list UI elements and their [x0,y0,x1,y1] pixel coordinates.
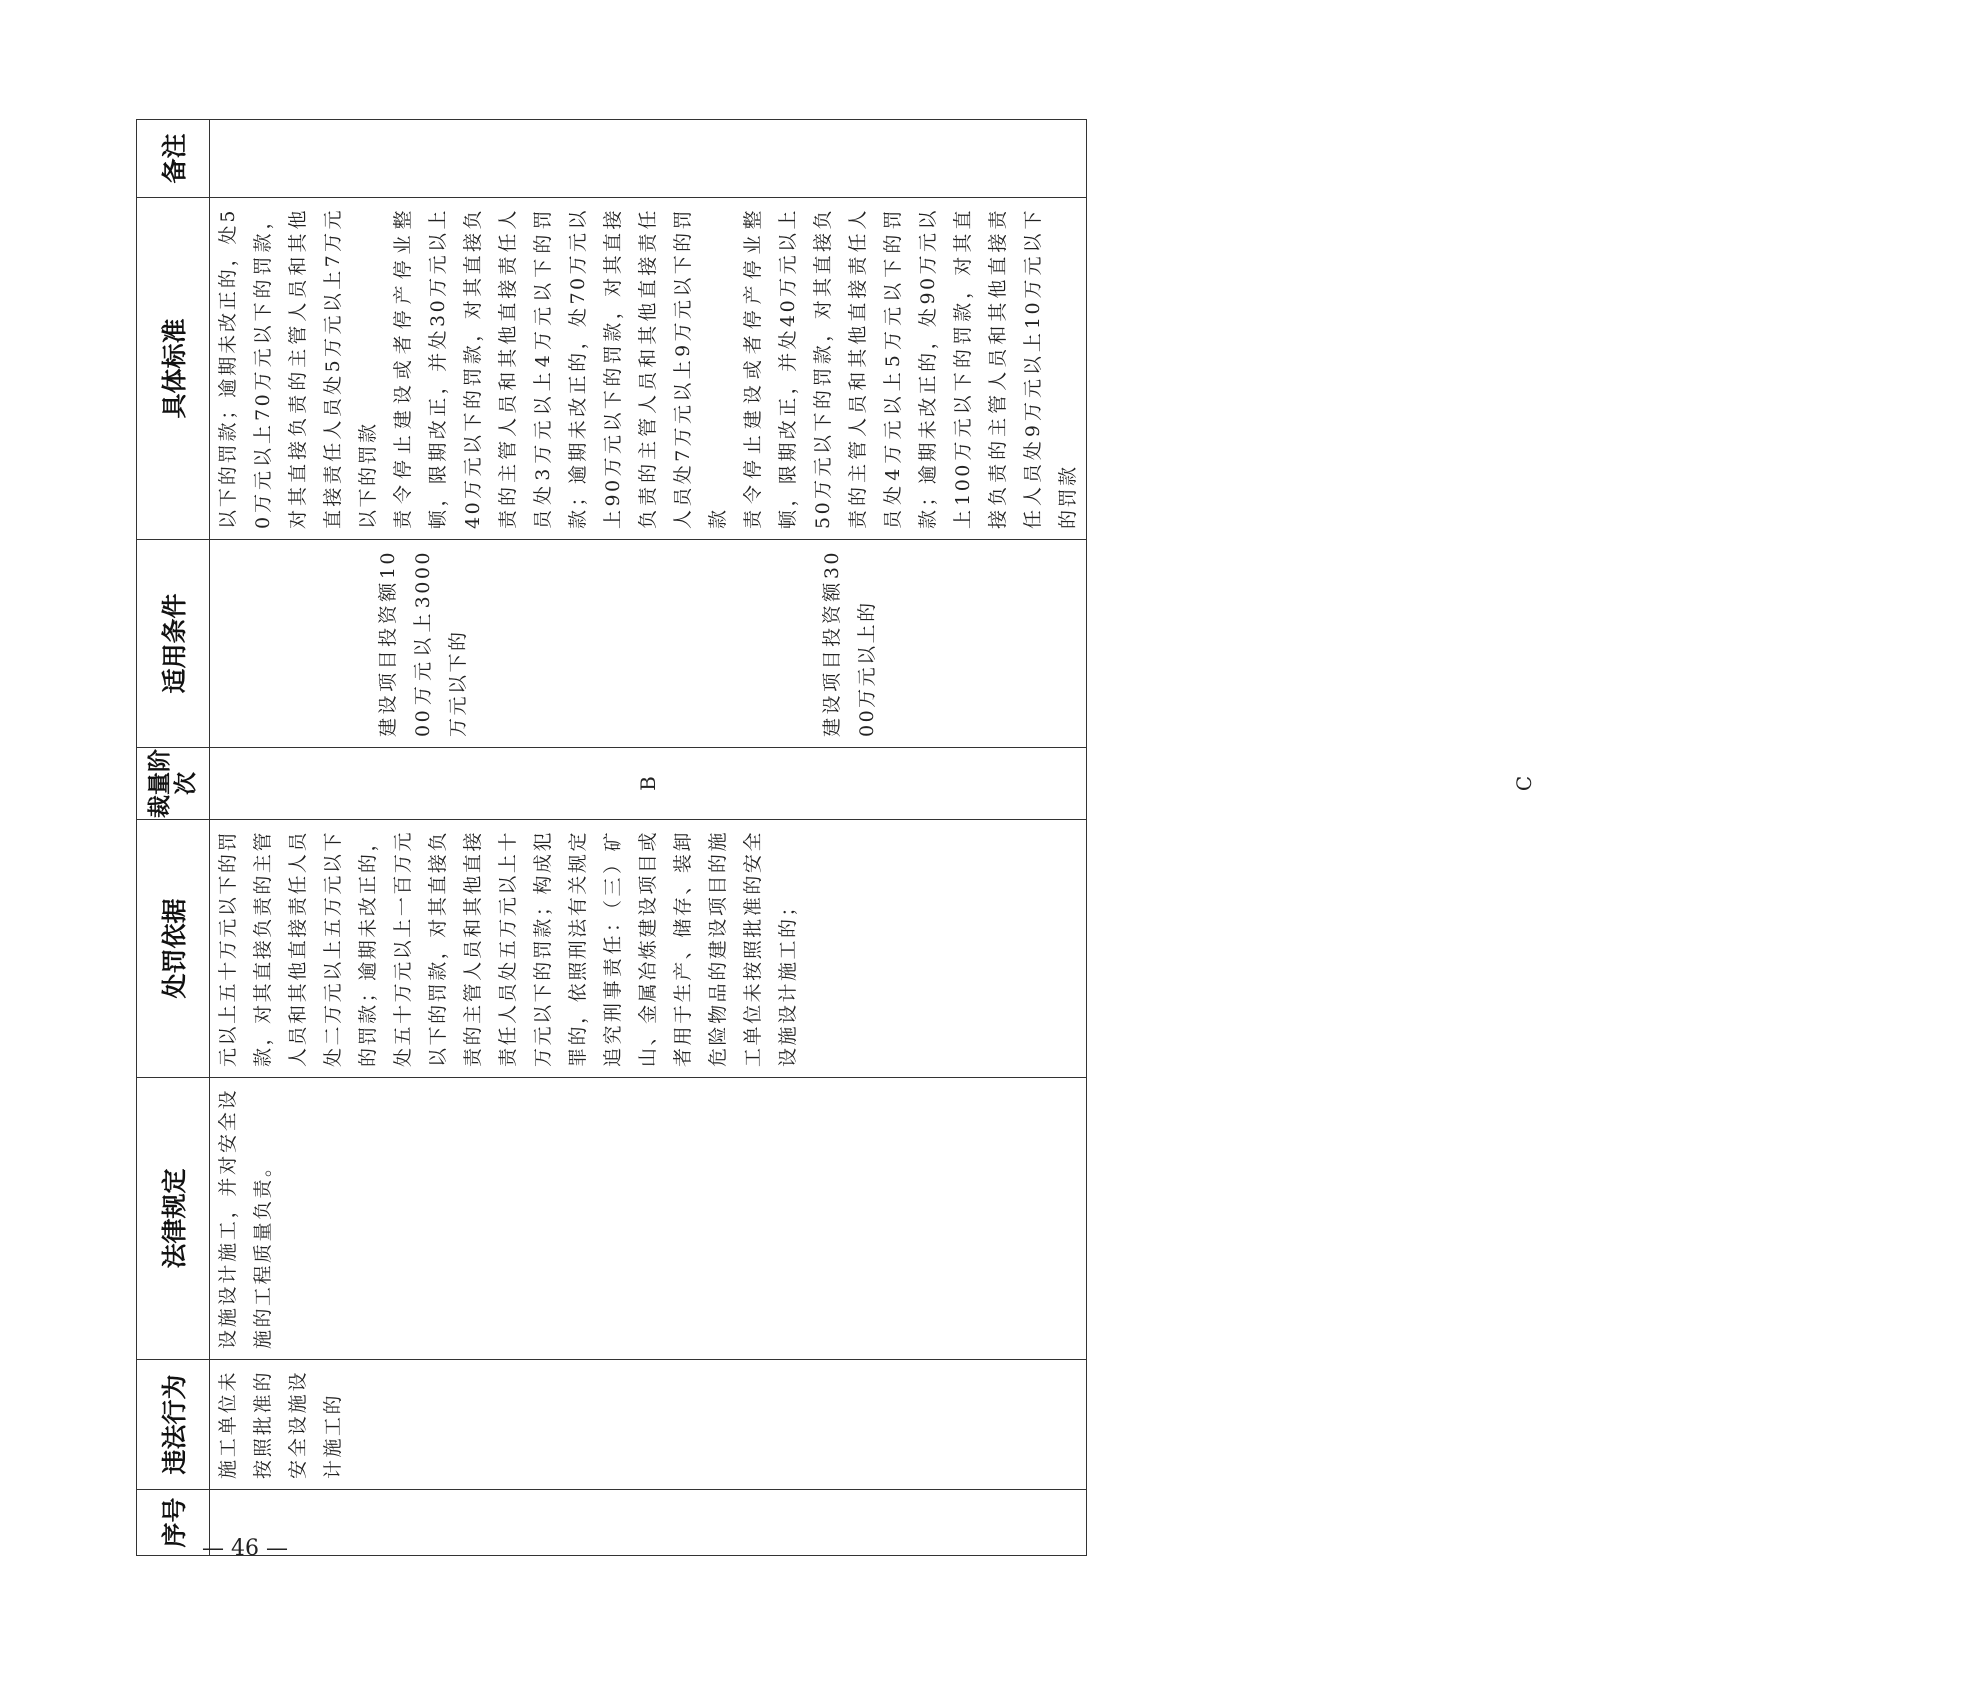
standard-line: 责令停止建设或者停产停业整顿，限期改正，并处30万元以上40万元以下的罚款，对其直接负责的主管人员和其他直接责任人员处3万元以上4万元以下的罚款；逾期未改正的，处70万元以上90万元以下的罚款，对其直接负责的主管人员和其他直接责任人员处7万元以上9万元以下的罚款 [392,208,729,529]
cell-discretion-level [210,748,1536,820]
condition-c: 建设项目投资额3000万元以上的 [820,550,878,737]
rotated-table-wrapper [136,120,1536,1556]
header-legal-provision: 法律规定 [137,1078,210,1360]
penalty-basis-text: 元以上五十万元以下的罚款，对其直接负责的主管人员和其他直接责任人员处二万元以上五万元以下的罚款；逾期未改正的，处五十万元以上一百万元以下的罚款，对其直接负责的主管人员和其他直接责任人员处五万元以上十万元以下的罚款；构成犯罪的，依照刑法有关规定追究刑事责任：（三）矿山、金属冶炼建设项目或者用于生产、储存、装卸危险物品的建设项目的施工单位未按照批准的安全设施设计施工的； [217,830,799,1067]
level-b: B [636,776,660,791]
level-c: C [1512,775,1536,792]
legal-provision-text: 设施设计施工，并对安全设施的工程质量负责。 [217,1088,274,1349]
cell-legal-provision [210,1078,1087,1360]
cell-index [210,1490,1087,1556]
penalty-discretion-table [136,119,1536,1556]
header-applicable-condition: 适用条件 [137,540,210,748]
header-remark: 备注 [137,120,210,198]
header-row [137,120,210,1556]
violation-text: 施工单位未按照批准的安全设施设计施工的 [217,1370,344,1479]
cell-applicable-condition [210,540,1087,748]
condition-b: 建设项目投资额1000万元以上3000万元以下的 [377,550,469,737]
header-discretion-level: 裁量阶次 [137,748,210,820]
cell-penalty-basis [210,820,1087,1078]
cell-violation [210,1360,1087,1490]
header-violation: 违法行为 [137,1360,210,1490]
page-number: — 46 — [202,1536,288,1561]
header-index: 序号 [137,1490,210,1556]
table-row [210,120,1087,1556]
cell-specific-standard [210,198,1087,540]
standard-line: 责令停止建设或者停产停业整顿，限期改正，并处40万元以上50万元以下的罚款，对其直接负责的主管人员和其他直接责任人员处4万元以上5万元以下的罚款；逾期未改正的，处90万元以上100万元以下的罚款，对其直接负责的主管人员和其他直接责任人员处9万元以上10万元以下的罚款 [742,208,1079,529]
standard-line: 以下的罚款；逾期未改正的，处50万元以上70万元以下的罚款，对其直接负责的主管人员和其他直接责任人员处5万元以上7万元以下的罚款 [217,208,379,529]
header-specific-standard: 具体标准 [137,198,210,540]
header-penalty-basis: 处罚依据 [137,820,210,1078]
cell-remark [210,120,1087,198]
